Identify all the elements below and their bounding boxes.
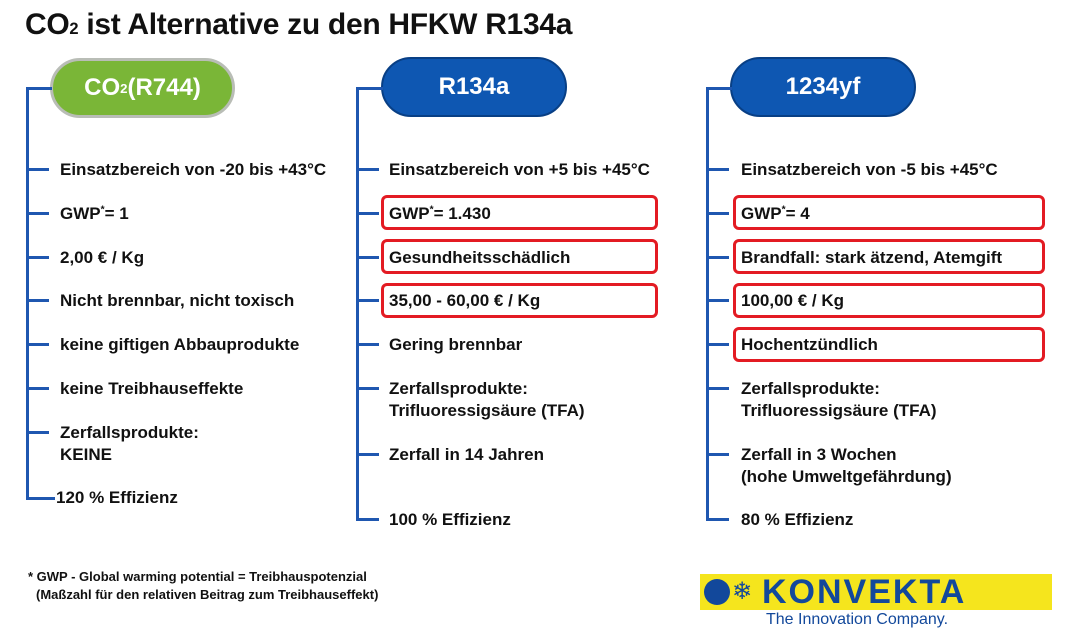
branch-tick (359, 453, 379, 456)
item-r134a-decay: Zerfall in 14 Jahren (389, 445, 544, 464)
item-co2-price: 2,00 € / Kg (60, 248, 145, 267)
item-r134a-flammability: Gering brennbar (389, 335, 523, 354)
item-1234yf-price: 100,00 € / Kg (741, 291, 845, 310)
footnote-line-2: (Maßzahl für den relativen Beitrag zum Treibhauseffekt) (36, 587, 379, 602)
branch-tick (359, 387, 379, 390)
branch-tick (359, 212, 379, 215)
header-r134a: R134a (381, 57, 567, 117)
branch-tick (359, 518, 379, 521)
branch-tick (29, 256, 49, 259)
footnote-line-1: * GWP - Global warming potential = Treibhauspotenzial (28, 569, 367, 584)
branch-tick (709, 518, 729, 521)
branch-tick (709, 212, 729, 215)
branch-tick (709, 343, 729, 346)
branch-tick (709, 299, 729, 302)
item-1234yf-flammability: Hochentzündlich (741, 335, 878, 354)
branch-tick (709, 387, 729, 390)
branch-tick (29, 212, 49, 215)
item-r134a-products: Zerfallsprodukte: Trifluoressigsäure (TFA) (389, 379, 585, 420)
logo-tagline: The Innovation Company. (766, 611, 949, 628)
konvekta-logo (700, 574, 1052, 610)
item-1234yf-efficiency: 80 % Effizienz (741, 510, 854, 529)
branch-tick (359, 256, 379, 259)
branch-tick (29, 299, 49, 302)
branch-tick (29, 431, 49, 434)
item-co2-gwp: GWP*= 1 (60, 204, 129, 223)
item-r134a-efficiency: 100 % Effizienz (389, 510, 511, 529)
branch-tick (359, 343, 379, 346)
item-1234yf-products: Zerfallsprodukte: Trifluoressigsäure (TFA) (741, 379, 937, 420)
item-1234yf-fire: Brandfall: stark ätzend, Atemgift (741, 248, 1003, 267)
item-r134a-health: Gesundheitsschädlich (389, 248, 571, 267)
branch-tick (709, 453, 729, 456)
page-title: CO2 ist Alternative zu den HFKW R134a (25, 8, 573, 41)
connector-line (26, 87, 52, 90)
item-co2-range: Einsatzbereich von -20 bis +43°C (60, 160, 327, 179)
branch-tick (29, 343, 49, 346)
branch-tick (29, 168, 49, 171)
item-r134a-gwp: GWP*= 1.430 (389, 204, 491, 223)
header-co2: CO 2 (R744) (50, 58, 235, 118)
connector-line (356, 87, 383, 90)
item-1234yf-range: Einsatzbereich von -5 bis +45°C (741, 160, 998, 179)
item-1234yf-decay: Zerfall in 3 Wochen (hohe Umweltgefährdung) (741, 445, 952, 486)
branch-tick (709, 256, 729, 259)
item-co2-flammability: Nicht brennbar, nicht toxisch (60, 291, 295, 310)
item-co2-degradation: keine giftigen Abbauprodukte (60, 335, 300, 354)
branch-tick (709, 168, 729, 171)
item-1234yf-gwp: GWP*= 4 (741, 204, 810, 223)
item-r134a-range: Einsatzbereich von +5 bis +45°C (389, 160, 650, 179)
branch-tick (29, 497, 55, 500)
branch-tick (29, 387, 49, 390)
logo-wordmark: KONVEKTA (762, 573, 967, 611)
item-r134a-price: 35,00 - 60,00 € / Kg (389, 291, 541, 310)
connector-line (706, 87, 732, 90)
header-1234yf: 1234yf (730, 57, 916, 117)
connector-line (26, 87, 29, 500)
item-co2-efficiency: 120 % Effizienz (56, 488, 178, 507)
logo-dot-icon (704, 579, 730, 605)
branch-tick (359, 299, 379, 302)
snowflake-icon: ❄ (731, 578, 753, 605)
branch-tick (359, 168, 379, 171)
item-co2-greenhouse: keine Treibhauseffekte (60, 379, 244, 398)
item-co2-products: Zerfallsprodukte: KEINE (60, 423, 199, 464)
